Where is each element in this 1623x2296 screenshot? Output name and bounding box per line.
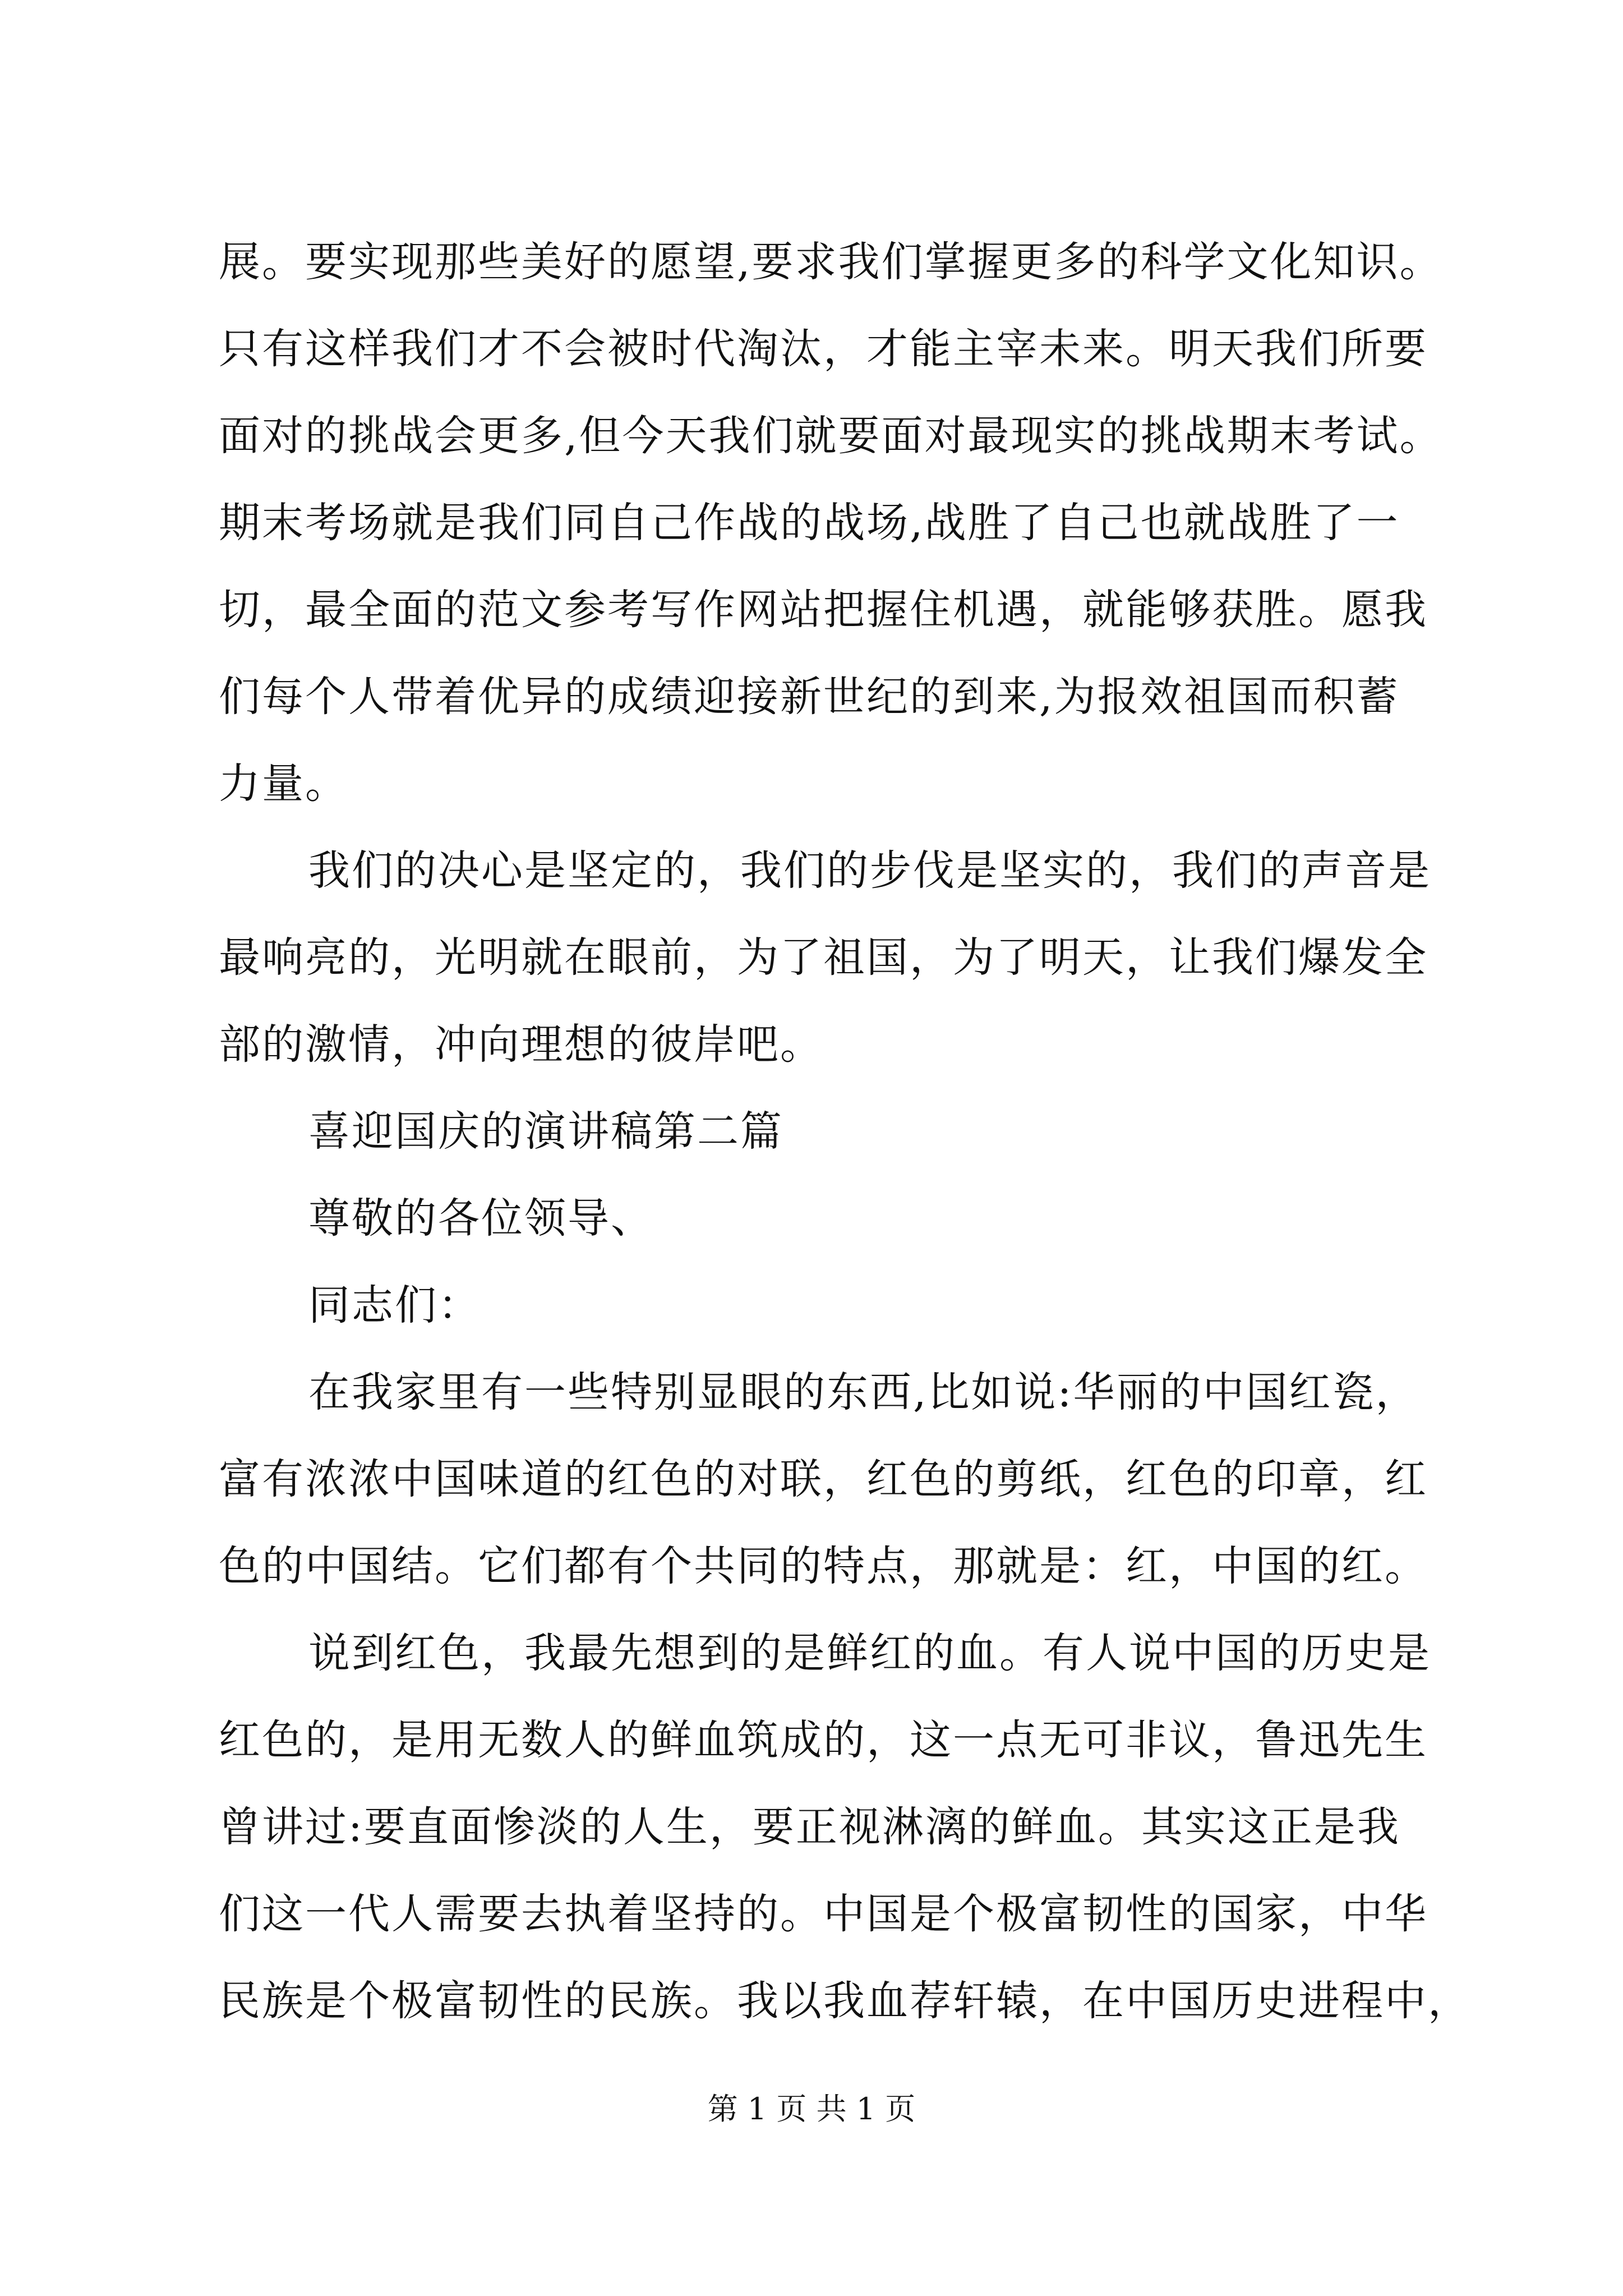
page-footer bbox=[0, 2090, 1623, 2129]
text-line: 说到红色，我最先想到的是鲜红的血。有人说中国的历史是 bbox=[308, 1629, 1431, 1677]
text-line: 只有这样我们才不会被时代淘汰，才能主宰未来。明天我们所要 bbox=[219, 325, 1428, 373]
text-line: 曾讲过:要直面惨淡的人生，要正视淋漓的鲜血。其实这正是我 bbox=[219, 1803, 1400, 1851]
text-line: 力量。 bbox=[219, 760, 348, 808]
text-line: 们每个人带着优异的成绩迎接新世纪的到来,为报效祖国而积蓄 bbox=[219, 673, 1400, 721]
text-line: 红色的，是用无数人的鲜血筑成的，这一点无可非议，鲁迅先生 bbox=[219, 1716, 1428, 1764]
page-number: 第 1 页 共 1 页 bbox=[707, 2091, 916, 2127]
section-heading: 喜迎国庆的演讲稿第二篇 bbox=[308, 1107, 783, 1156]
salutation-line: 同志们： bbox=[308, 1281, 481, 1329]
document-body bbox=[219, 219, 1469, 2045]
text-line: 民族是个极富韧性的民族。我以我血荐轩辕，在中国历史进程中， bbox=[219, 1977, 1471, 2025]
text-line: 面对的挑战会更多,但今天我们就要面对最现实的挑战期末考试。 bbox=[219, 412, 1443, 460]
salutation-line: 尊敬的各位领导、 bbox=[308, 1194, 654, 1243]
text-line: 期末考场就是我们同自己作战的战场,战胜了自己也就战胜了一 bbox=[219, 499, 1400, 547]
text-line: 切，最全面的范文参考写作网站把握住机遇，就能够获胜。愿我 bbox=[219, 586, 1428, 634]
text-line: 展。要实现那些美好的愿望,要求我们掌握更多的科学文化知识。 bbox=[219, 238, 1443, 286]
text-line: 富有浓浓中国味道的红色的对联，红色的剪纸，红色的印章，红 bbox=[219, 1455, 1428, 1503]
text-line: 我们的决心是坚定的，我们的步伐是坚实的，我们的声音是 bbox=[308, 846, 1431, 895]
text-line: 部的激情，冲向理想的彼岸吧。 bbox=[219, 1020, 823, 1069]
text-line: 在我家里有一些特别显眼的东西,比如说:华丽的中国红瓷， bbox=[308, 1368, 1419, 1416]
text-line: 色的中国结。它们都有个共同的特点，那就是：红，中国的红。 bbox=[219, 1542, 1428, 1590]
text-line: 们这一代人需要去执着坚持的。中国是个极富韧性的国家，中华 bbox=[219, 1890, 1428, 1938]
text-line: 最响亮的，光明就在眼前，为了祖国，为了明天，让我们爆发全 bbox=[219, 933, 1428, 982]
